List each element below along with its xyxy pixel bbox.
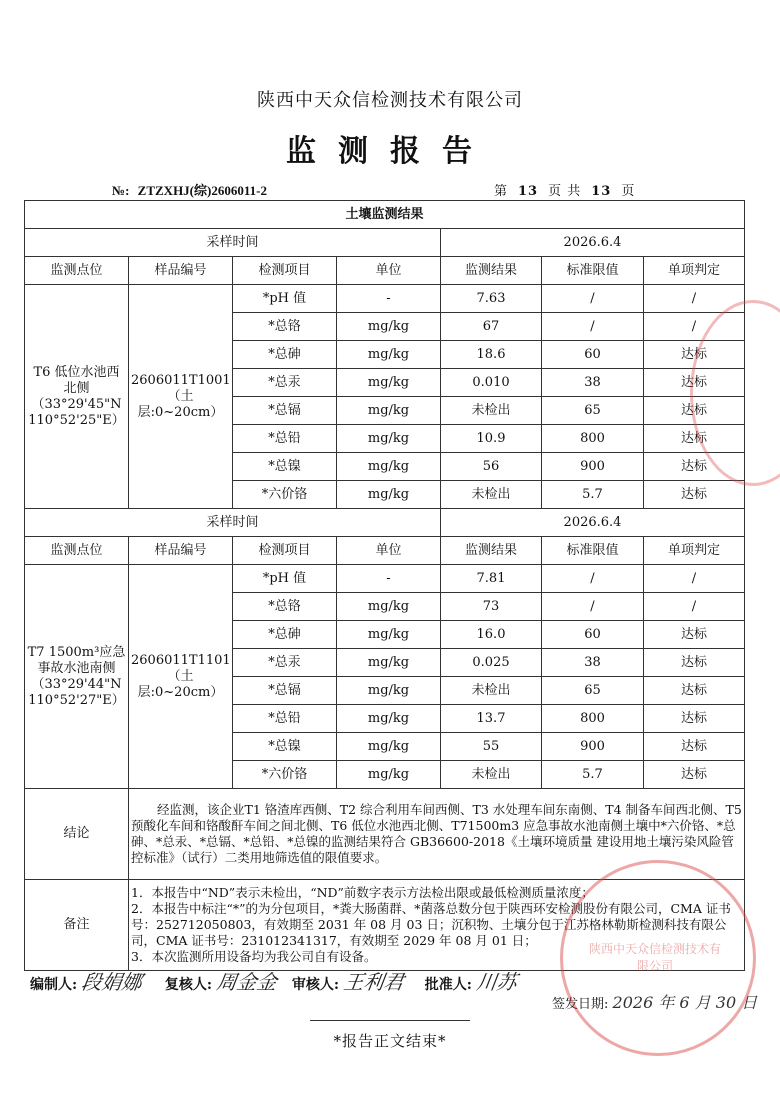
standard-limit: 5.7 xyxy=(542,761,644,789)
approver-signature: 川苏 xyxy=(474,970,519,994)
issue-date-value: 2026 年 6 月 30 日 xyxy=(612,993,758,1012)
page-number: 13 xyxy=(518,184,539,199)
sample-time-row xyxy=(25,229,745,257)
unit: mg/kg xyxy=(337,369,441,397)
sample-number: 2606011T1001（土层:0~20cm） xyxy=(129,285,233,509)
unit: mg/kg xyxy=(337,453,441,481)
editor-signature: 段娟娜 xyxy=(80,970,144,994)
sample-date: 2026.6.4 xyxy=(441,509,745,537)
test-item: *总砷 xyxy=(233,621,337,649)
unit: mg/kg xyxy=(337,593,441,621)
standard-limit: 60 xyxy=(542,621,644,649)
standard-limit: 800 xyxy=(542,705,644,733)
unit: - xyxy=(337,565,441,593)
judgement: / xyxy=(644,593,745,621)
result: 10.9 xyxy=(441,425,542,453)
judgement: 达标 xyxy=(644,621,745,649)
unit: mg/kg xyxy=(337,341,441,369)
standard-limit: / xyxy=(542,285,644,313)
test-item: *总铬 xyxy=(233,593,337,621)
column-header: 监测结果 xyxy=(441,257,542,285)
unit: mg/kg xyxy=(337,481,441,509)
conclusion-text: 经监测，该企业T1 铬渣库西侧、T2 综合利用车间西侧、T3 水处理车间东南侧、T4 制备车间西北侧、T5 预酸化车间和铬酸酐车间之间北侧、T6 低位水池西北侧、T71500m3 应急事故水池南侧土壤中*六价铬、*总砷、*总汞、*总镉、*总铅、*总镍的监测结果符合 GB36600-2018《土壤环境质量 建设用地土壤污染风险管控标准》（试行）二类用地筛选值的限值要求。 xyxy=(129,789,745,880)
auditor-signature: 王利君 xyxy=(341,970,406,994)
standard-limit: 800 xyxy=(542,425,644,453)
judgement: 达标 xyxy=(644,425,745,453)
standard-limit: 38 xyxy=(542,649,644,677)
result: 0.010 xyxy=(441,369,542,397)
column-header: 标准限值 xyxy=(542,257,644,285)
test-item: *总铅 xyxy=(233,425,337,453)
reviewer-signature: 周金金 xyxy=(215,970,279,994)
judgement: 达标 xyxy=(644,649,745,677)
column-header: 检测项目 xyxy=(233,537,337,565)
standard-limit: 60 xyxy=(542,341,644,369)
unit: mg/kg xyxy=(337,705,441,733)
judgement: / xyxy=(644,313,745,341)
result: 未检出 xyxy=(441,677,542,705)
judgement: 达标 xyxy=(644,677,745,705)
result: 未检出 xyxy=(441,481,542,509)
seal-text: 陕西中天众信检测技术有限公司 xyxy=(588,942,721,973)
result: 未检出 xyxy=(441,761,542,789)
result: 67 xyxy=(441,313,542,341)
judgement: 达标 xyxy=(644,369,745,397)
column-header: 单位 xyxy=(337,537,441,565)
result: 7.81 xyxy=(441,565,542,593)
result: 7.63 xyxy=(441,285,542,313)
test-item: *pH 值 xyxy=(233,285,337,313)
standard-limit: / xyxy=(542,565,644,593)
test-item: *pH 值 xyxy=(233,565,337,593)
unit: mg/kg xyxy=(337,425,441,453)
test-item: *总镉 xyxy=(233,677,337,705)
report-number xyxy=(112,180,267,199)
auditor-label: 审核人: xyxy=(291,977,340,993)
sample-time-label: 采样时间 xyxy=(25,509,441,537)
result: 16.0 xyxy=(441,621,542,649)
remarks-label: 备注 xyxy=(25,880,129,971)
column-header-row xyxy=(25,537,745,565)
standard-limit: 38 xyxy=(542,369,644,397)
test-item: *总镍 xyxy=(233,453,337,481)
reviewer-label: 复核人: xyxy=(164,977,213,993)
sample-time-label: 采样时间 xyxy=(25,229,441,257)
standard-limit: / xyxy=(542,593,644,621)
test-item: *总铬 xyxy=(233,313,337,341)
judgement: 达标 xyxy=(644,733,745,761)
test-item: *六价铬 xyxy=(233,481,337,509)
unit: mg/kg xyxy=(337,761,441,789)
column-header: 监测点位 xyxy=(25,537,129,565)
monitoring-point: T6 低位水池西北侧（33°29'45"N 110°52'25"E） xyxy=(25,285,129,509)
judgement: / xyxy=(644,565,745,593)
section-title: 土壤监测结果 xyxy=(25,201,745,229)
remark-item: 1．本报告中“ND”表示未检出，“ND”前数字表示方法检出限或最低检测质量浓度； xyxy=(131,885,594,900)
result: 56 xyxy=(441,453,542,481)
issue-date-label: 签发日期: xyxy=(552,997,609,1012)
report-number-value: ZTZXHJ(综)2606011-2 xyxy=(137,183,267,198)
remark-item: 2．本报告中标注“*”的为分包项目，*粪大肠菌群、*菌落总数分包于陕西环安检测股份有限公司，CMA 证书号：252712050803，有效期至 2031 年 08 月 03 日；沉积物、土壤分包于江苏格林勒斯检测科技有限公司，CMA 证书号：231012341317，有效期至 2029 年 08 月 01 日； xyxy=(131,901,731,948)
column-header: 检测项目 xyxy=(233,257,337,285)
table-row xyxy=(25,285,745,313)
standard-limit: 65 xyxy=(542,677,644,705)
judgement: 达标 xyxy=(644,481,745,509)
judgement: 达标 xyxy=(644,705,745,733)
report-title: 监测报告 xyxy=(286,134,494,169)
monitoring-point: T7 1500m³应急事故水池南侧（33°29'44"N 110°52'27"E） xyxy=(25,565,129,789)
sample-time-row xyxy=(25,509,745,537)
column-header: 单项判定 xyxy=(644,257,745,285)
standard-limit: 900 xyxy=(542,453,644,481)
test-item: *总汞 xyxy=(233,649,337,677)
conclusion-label: 结论 xyxy=(25,789,129,880)
judgement: 达标 xyxy=(644,761,745,789)
test-item: *六价铬 xyxy=(233,761,337,789)
standard-limit: 65 xyxy=(542,397,644,425)
judgement: 达标 xyxy=(644,341,745,369)
unit: mg/kg xyxy=(337,677,441,705)
judgement: 达标 xyxy=(644,453,745,481)
column-header: 样品编号 xyxy=(129,257,233,285)
judgement: 达标 xyxy=(644,397,745,425)
unit: mg/kg xyxy=(337,649,441,677)
test-item: *总铅 xyxy=(233,705,337,733)
column-header: 监测点位 xyxy=(25,257,129,285)
report-end-text: *报告正文结束* xyxy=(333,1032,447,1050)
editor-label: 编制人: xyxy=(30,977,78,993)
column-header: 标准限值 xyxy=(542,537,644,565)
judgement: / xyxy=(644,285,745,313)
column-header: 单项判定 xyxy=(644,537,745,565)
unit: mg/kg xyxy=(337,397,441,425)
sample-date: 2026.6.4 xyxy=(441,229,745,257)
result: 0.025 xyxy=(441,649,542,677)
result: 18.6 xyxy=(441,341,542,369)
standard-limit: 5.7 xyxy=(542,481,644,509)
test-item: *总汞 xyxy=(233,369,337,397)
table-row xyxy=(25,565,745,593)
page-mid: 页 共 xyxy=(548,184,582,199)
unit: - xyxy=(337,285,441,313)
test-item: *总镉 xyxy=(233,397,337,425)
standard-limit: 900 xyxy=(542,733,644,761)
remark-item: 3．本次监测所用设备均为我公司自有设备。 xyxy=(131,949,377,964)
unit: mg/kg xyxy=(337,621,441,649)
page-suffix: 页 xyxy=(621,184,636,199)
page-total: 13 xyxy=(591,184,612,199)
approver-label: 批准人: xyxy=(424,977,472,993)
standard-limit: / xyxy=(542,313,644,341)
column-header: 监测结果 xyxy=(441,537,542,565)
result: 未检出 xyxy=(441,397,542,425)
sample-number: 2606011T1101（土层:0~20cm） xyxy=(129,565,233,789)
signature-row xyxy=(30,966,537,995)
soil-monitoring-table xyxy=(24,200,745,971)
company-name: 陕西中天众信检测技术有限公司 xyxy=(257,90,523,111)
page-prefix: 第 xyxy=(494,184,509,199)
result: 73 xyxy=(441,593,542,621)
column-header: 单位 xyxy=(337,257,441,285)
result: 55 xyxy=(441,733,542,761)
test-item: *总镍 xyxy=(233,733,337,761)
unit: mg/kg xyxy=(337,733,441,761)
test-item: *总砷 xyxy=(233,341,337,369)
report-number-label: №: xyxy=(112,183,130,198)
unit: mg/kg xyxy=(337,313,441,341)
column-header: 样品编号 xyxy=(129,537,233,565)
page-indicator xyxy=(494,180,635,199)
end-divider xyxy=(310,1020,470,1021)
column-header-row xyxy=(25,257,745,285)
result: 13.7 xyxy=(441,705,542,733)
